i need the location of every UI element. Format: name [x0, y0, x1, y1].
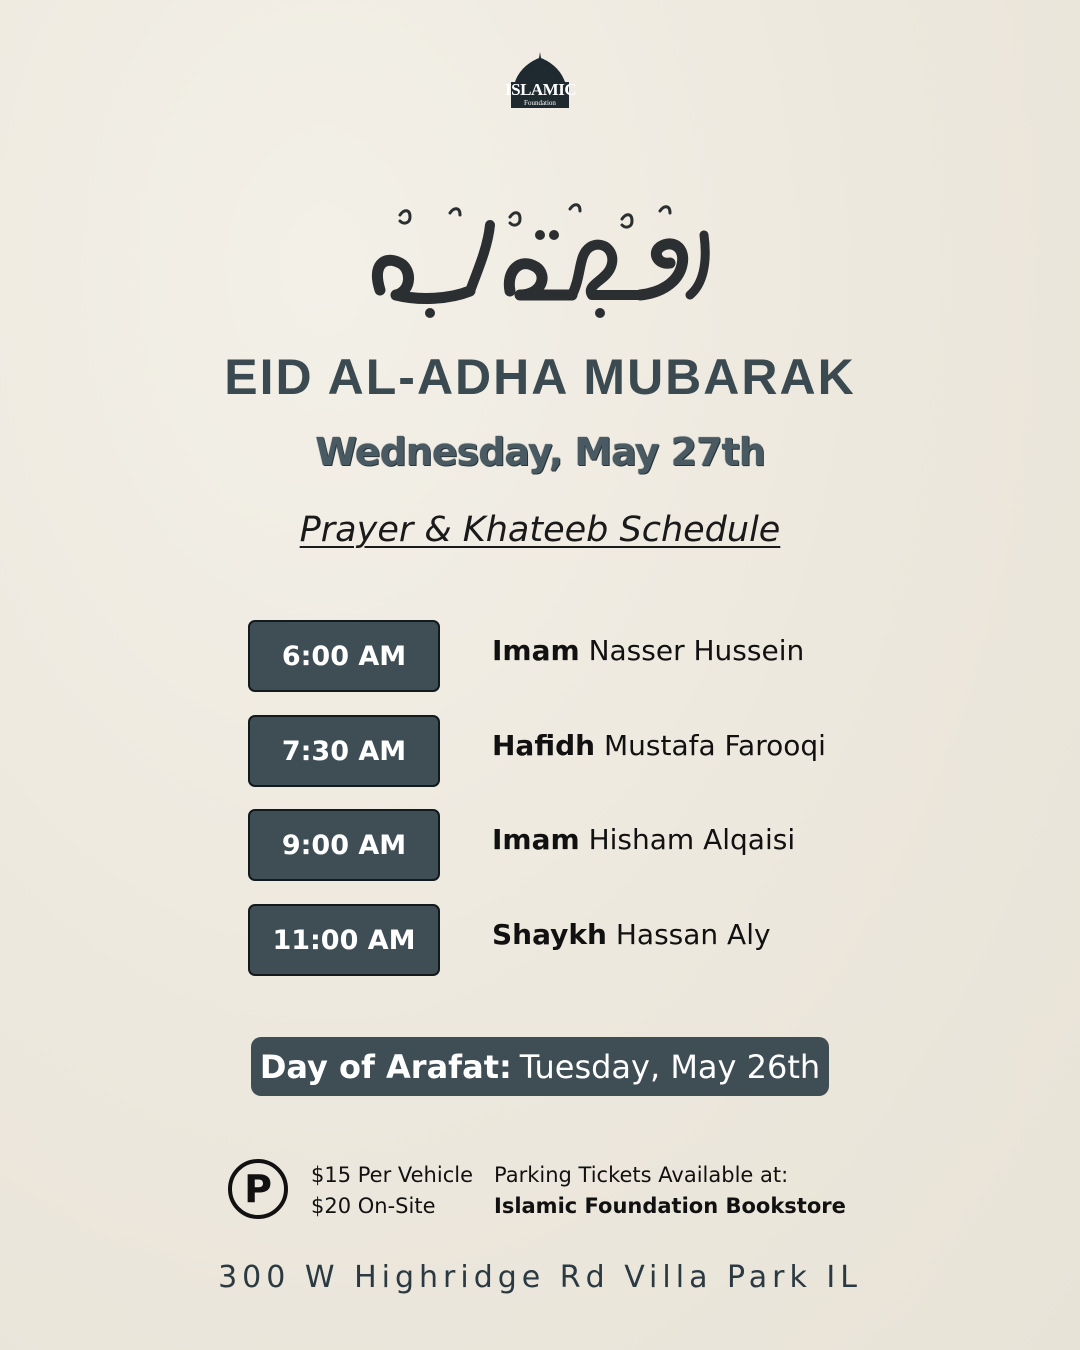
prayer-time: 11:00 AM	[248, 904, 440, 976]
schedule-row	[248, 809, 948, 881]
khateeb	[492, 634, 804, 667]
schedule-row	[248, 620, 948, 692]
khateeb-title: Imam	[492, 823, 580, 856]
khateeb-name: Nasser Hussein	[588, 634, 805, 667]
page-title: EID AL-ADHA MUBARAK	[224, 349, 856, 405]
khateeb-title: Hafidh	[492, 729, 596, 762]
khateeb	[492, 823, 795, 856]
parking-price-onsite: $20 On-Site	[311, 1194, 436, 1218]
parking-price-vehicle: $15 Per Vehicle	[311, 1163, 474, 1187]
logo-subtext: Foundation	[524, 99, 556, 107]
day-of-arafat-banner	[251, 1037, 829, 1096]
logo-text: ISLAMIC	[505, 80, 577, 99]
prayer-time: 7:30 AM	[248, 715, 440, 787]
eid-mubarak-calligraphy-icon	[360, 195, 720, 320]
khateeb-title: Shaykh	[492, 918, 607, 951]
parking-tickets-info: Parking Tickets Available at:	[494, 1163, 789, 1187]
khateeb-name: Hassan Aly	[615, 918, 771, 951]
schedule-row	[248, 904, 948, 976]
arafat-label: Day of Arafat:	[259, 1047, 512, 1086]
khateeb-title: Imam	[492, 634, 580, 667]
prayer-time: 6:00 AM	[248, 620, 440, 692]
arafat-date: Tuesday, May 26th	[519, 1047, 821, 1086]
khateeb	[492, 729, 826, 762]
khateeb-name: Mustafa Farooqi	[603, 729, 826, 762]
event-date: Wednesday, May 27th	[315, 430, 765, 474]
schedule-heading: Prayer & Khateeb Schedule	[299, 510, 781, 550]
address: 300 W Highridge Rd Villa Park IL	[218, 1260, 862, 1295]
parking-icon: P	[228, 1159, 288, 1219]
khateeb-name: Hisham Alqaisi	[588, 823, 796, 856]
prayer-time: 9:00 AM	[248, 809, 440, 881]
parking-tickets-location: Islamic Foundation Bookstore	[494, 1194, 846, 1218]
khateeb	[492, 918, 771, 951]
schedule-row	[248, 715, 948, 787]
islamic-foundation-logo	[505, 50, 575, 110]
